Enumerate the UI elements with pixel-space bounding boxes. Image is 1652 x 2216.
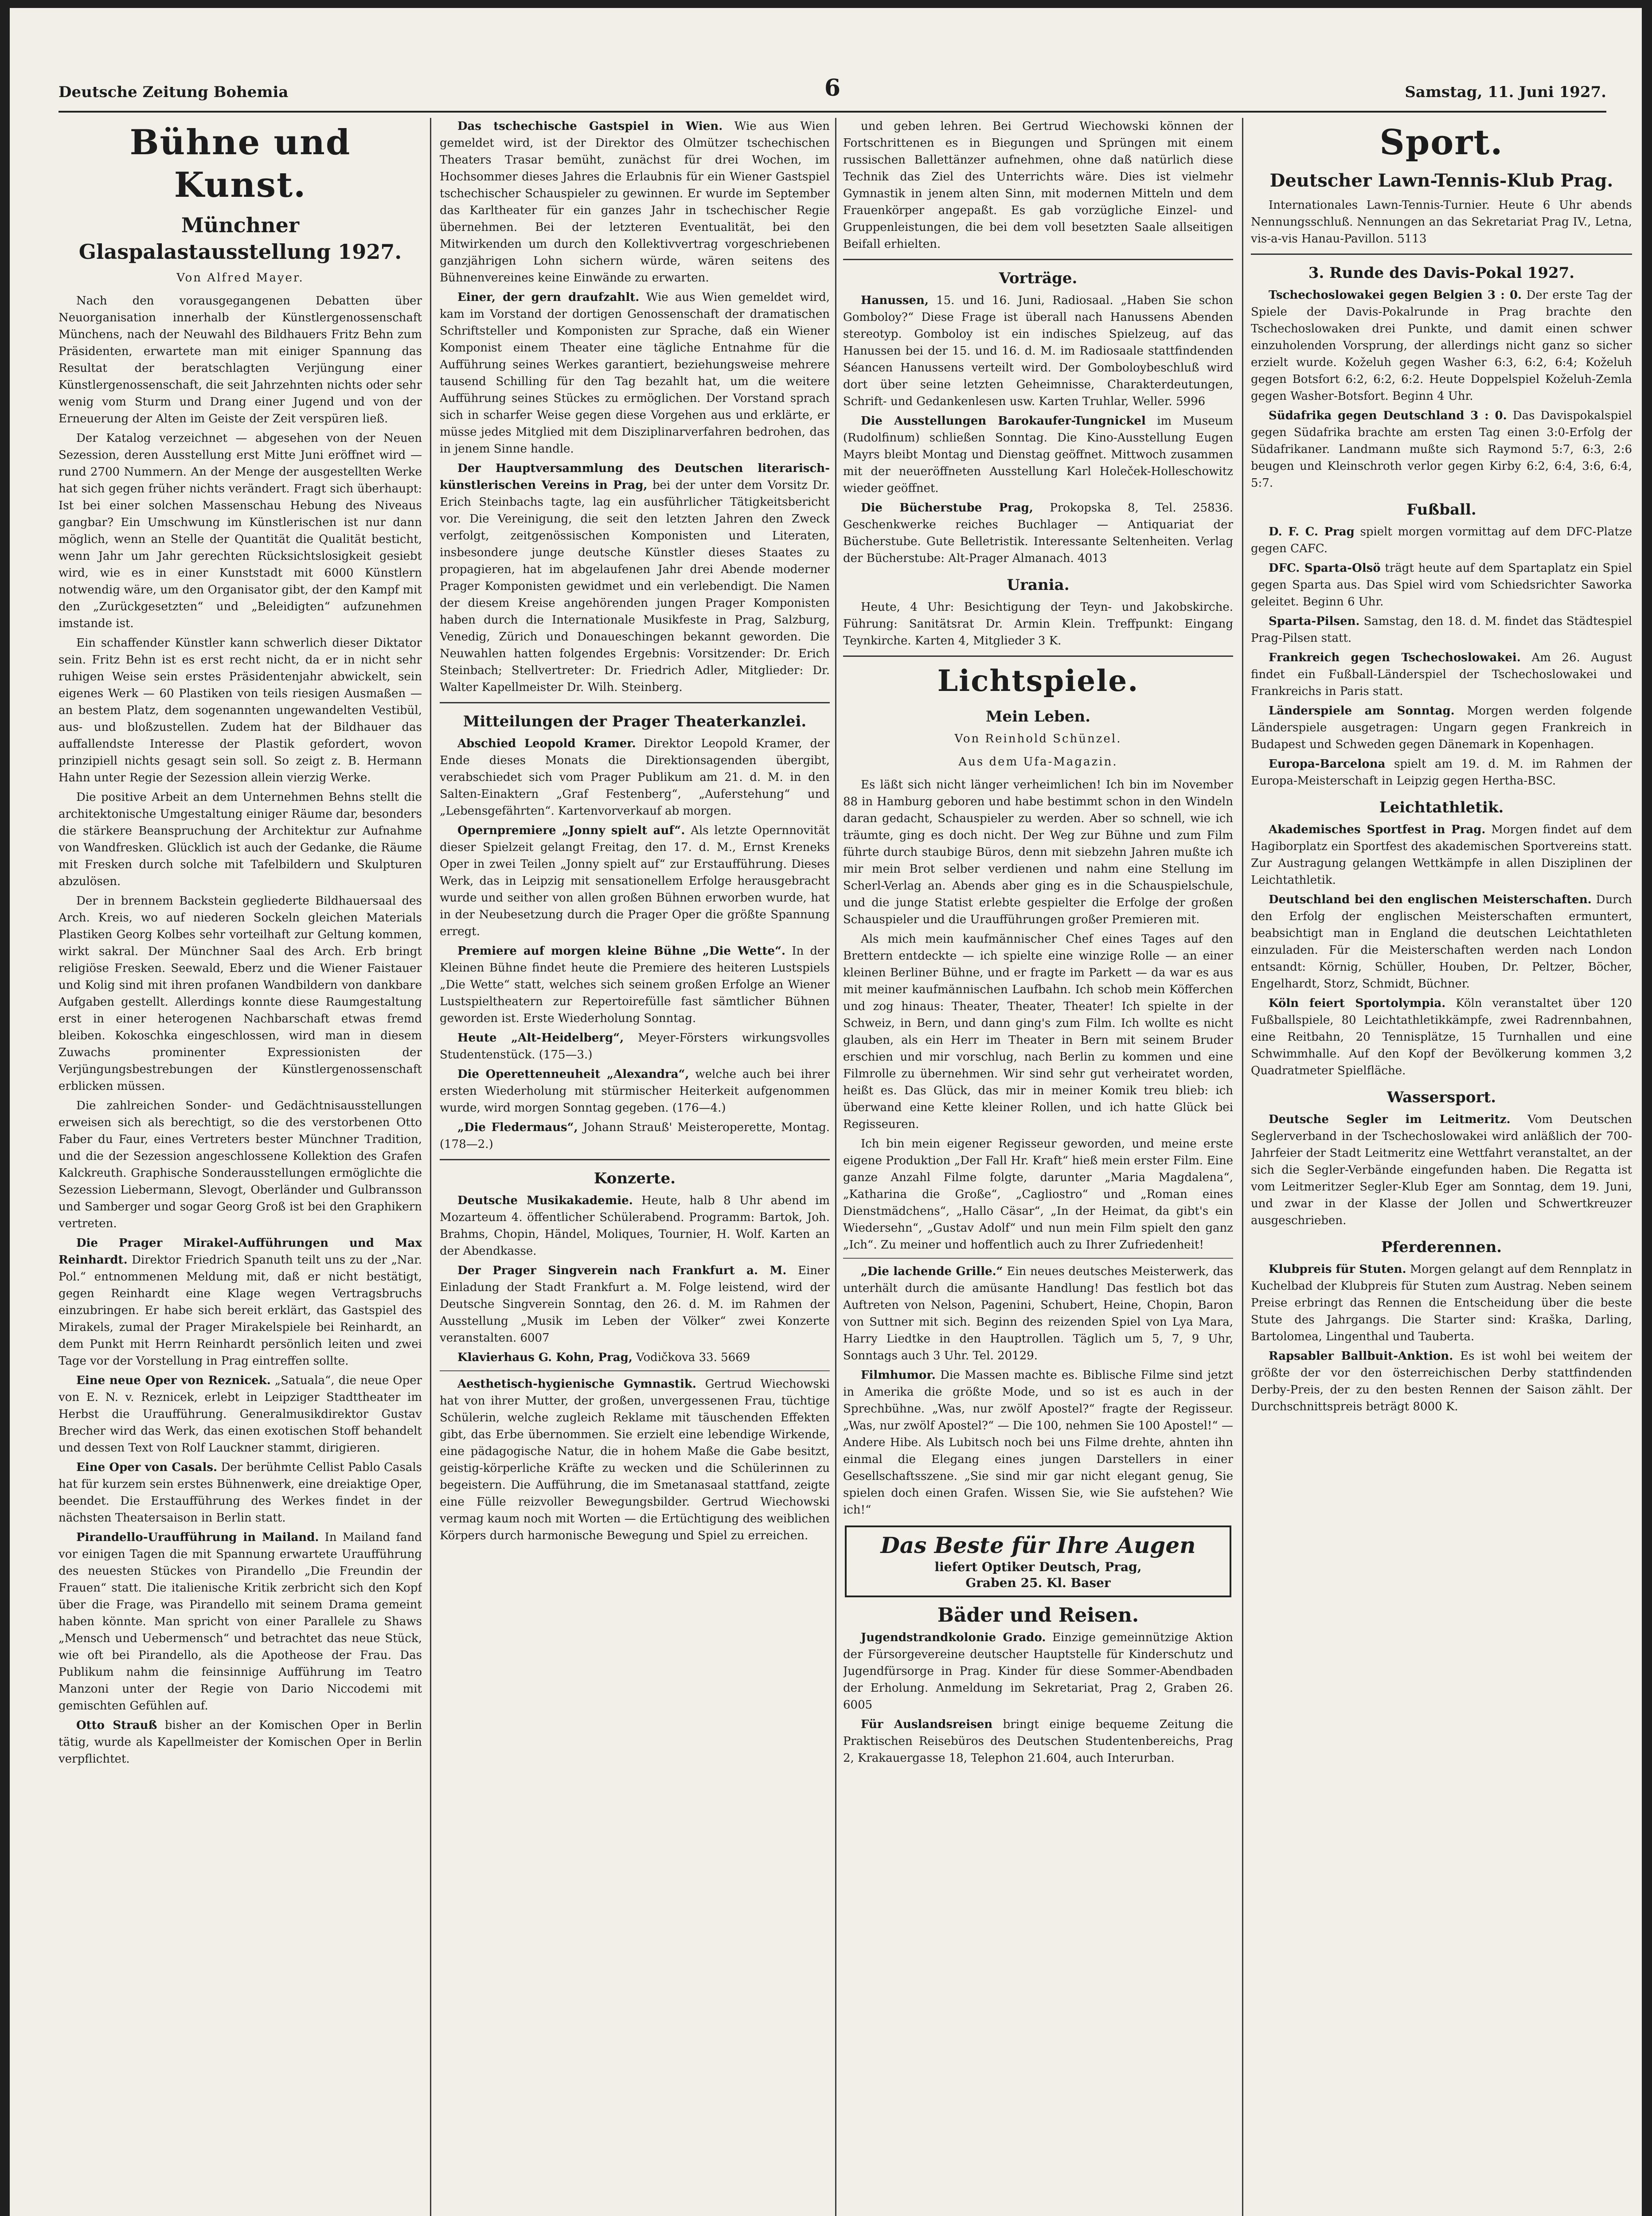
notice	[440, 1192, 830, 1260]
section-rule	[440, 702, 830, 703]
notice-head: Der Hauptversammlung des Deutschen literarisch-künstlerischen Vereins in Prag,	[440, 462, 830, 492]
notice-text: Morgen findet auf dem Hagiborplatz ein Sportfest des akademischen Sportvereins statt. Zur Austragung gelangen Wettkämpfe in allen Disziplinen der Leichtathletik.	[1251, 823, 1632, 887]
notice-head: Pirandello-Uraufführung in Mailand.	[76, 1531, 319, 1544]
notice-text: Köln veranstaltet über 120 Fußballspiele, 80 Leichtathletikkämpfe, zwei Radrennbahnen, eine Reitbahn, 20 Tennisplätze, 15 Turnhallen und eine Schwimmhalle. Auf den Kopf der Bevölkerung kommen 3,2 Quadratmeter Spielfläche.	[1251, 997, 1632, 1077]
notice	[1251, 995, 1632, 1079]
column-divider	[430, 118, 431, 2216]
column-sport	[1251, 118, 1632, 2216]
notice	[1251, 613, 1632, 647]
article-paragraph: Der Katalog verzeichnet — abgesehen von der Neuen Sezession, deren Ausstellung erst Mitte Juni eröffnet wird — rund 2700 Nummern. An der Menge der ausgestellten Werke hat sich gegen früher nichts verändert. Fragt sich überhaupt: Ist bei einer solchen Massenschau Hebung des Niveaus gangbar? Ein Umschwung im Künstlerischen ist nur dann möglich, wenn an Stelle der Quantität die Qualität besticht, wenn Jahr um Jahr gerechten Rücksichtslosigkeit gesiebt wird, wie es in einer Kunststadt mit 6000 Künstlern notwendig wäre, um den Organisator gibt, der den Kampf mit den „Zurückgesetzten“ und „Beleidigten“ aufzunehmen imstande ist.	[59, 432, 422, 630]
notice	[843, 1629, 1233, 1713]
notice-text: Meyer-Försters wirkungsvolles Studentenstück. (175—3.)	[440, 1031, 830, 1061]
notice-head: D. F. C. Prag	[1269, 525, 1355, 538]
notice-text: Ein neues deutsches Meisterwerk, das unterhält durch die amüsante Handlung! Das festlich bot das Auftreten von Nelson, Pagenini, Schubert, Heine, Chopin, Baron von Suttner mit sich. Beginn des reizenden Spiel von Lya Mara, Harry Liedtke in den Hauptrollen. Täglich um 5, 7, 9 Uhr, Sonntags auch 3 Uhr. Tel. 20129.	[843, 1265, 1233, 1362]
notice-head: DFC. Sparta-Olsö	[1269, 562, 1381, 575]
club-text: Internationales Lawn-Tennis-Turnier. Heute 6 Uhr abends Nennungsschluß. Nennungen an das Sekretariat Prag IV., Letna, vis-a-vis Hanau-Pavillon. 5113	[1251, 199, 1632, 246]
notice	[1251, 523, 1632, 557]
column-divider	[1242, 118, 1243, 2216]
notice	[440, 943, 830, 1027]
urania-heading: Urania.	[1007, 576, 1070, 594]
urania-text: Heute, 4 Uhr: Besichtigung der Teyn- und Jakobskirche. Führung: Sanitätsrat Dr. Armin Klein. Treffpunkt: Eingang Teynkirche. Karten 4, Mitglieder 3 K.	[843, 601, 1233, 648]
article-paragraph: Als mich mein kaufmännischer Chef eines Tages auf den Brettern entdeckte — ich spielte eine winzige Rolle — an einer kleinen Berliner Bühne, und er fragte im Parkett — da war es aus mit meiner kaufmännischen Laufbahn. Ich schob mein Köfferchen und zog hinaus: Theater, Theater, Theater! Ich spielte in der Schweiz, in Bern, und dann ging's zum Film. Ich wollte es nicht glauben, als ein Herr im Theater in Bern mit seinem Bruder erschien und mir vorschlug, nach Berlin zu kommen und eine Filmrolle zu übernehmen. Wir sind sehr gut verheiratet worden, heißt es. Das Glück, das mir in meiner Komik treu blieb: ich überwand eine Kette kleiner Rollen, und ich hatte Glück bei Regisseuren.	[843, 932, 1233, 1131]
notice	[440, 460, 830, 696]
notice-text: Als letzte Opernnovität dieser Spielzeit gelangt Freitag, den 17. d. M., Ernst Kreneks Oper in zwei Teilen „Jonny spielt auf“ zur Erstaufführung. Dieses Werk, das in Leipzig mit sensationellem Erfolge herausgebracht wurde und seither von allen großen Bühnen erworben wurde, hat in der Neubesetzung durch die Prager Oper die größte Spannung erregt.	[440, 824, 830, 938]
notice-head: Die Bücherstube Prag,	[861, 501, 1033, 515]
notice-text: Wie aus Wien gemeldet wird, ist der Direktor des Olmützer tschechischen Theaters Trasar bemüht, zunächst für drei Wochen, im Hochsommer dieses Jahres die Erlaubnis für ein Wiener Gastspiel tschechischer Schauspieler zu gewinnen. Er wurde im September das Karltheater für ein ganzes Jahr in tschechischer Regie übernehmen. Bei der letzteren Eventualität, bei den Mitwirkenden um durch den Kollektivvertrag vorgeschriebenen ganzjährigen Lohn sichern würde, wären seitens des Bühnenvereines keine Einwände zu erwarten.	[440, 120, 830, 285]
notice-head: Die Prager Mirakel-Aufführungen und Max Reinhardt.	[59, 1237, 422, 1267]
ad-line: liefert Optiker Deutsch, Prag,	[934, 1560, 1142, 1574]
continuation-text: und geben lehren. Bei Gertrud Wiechowski können der Fortschrittenen es in Biegungen und Sprüngen mit einem russischen Ballettänzer aufnehmen, ohne daß natürlich diese Technik das Ziel des Unterrichts wäre. Dies ist vielmehr Gymnastik in jenem alten Sinn, mit modernen Mitteln und dem Frauenkörper angepaßt. Es gab vorzügliche Einzel- und Gruppenleistungen, die bei dem voll besetzten Saale allseitigen Beifall erhielten.	[843, 120, 1233, 251]
fussball-heading: Fußball.	[1406, 501, 1476, 519]
notice-text: Wie aus Wien gemeldet wird, kam im Vorstand der dortigen Genossenschaft der dramatischen Schriftsteller und Komponisten zur Sprache, daß ein Wiener Komponist einem Theater eine tägliche Entnahme für die Aufführung seines Werkes garantiert, beziehungsweise mehrere tausend Schilling für den Tag bezahlt hat, um die weitere Aufführung seines Stückes zu ermöglichen. Der Vorstand sprach sich in scharfer Weise gegen diese Vorgehen aus und erklärte, er müsse jedes Mitglied mit dem Disziplinarverfahren bedrohen, das in jenem Sinne handle.	[440, 291, 830, 456]
notice-text: In Mailand fand vor einigen Tagen die mit Spannung erwartete Uraufführung des neuesten Stückes von Pirandello „Die Freundin der Frauen“ statt. Die italienische Kritik zerbricht sich den Kopf über die Frage, was Pirandello mit seinem Drama gemeint haben könnte. Man spricht von einer Parallele zu Shaws „Mensch und Uebermensch“ und betrachtet das neue Stück, wie oft bei Pirandello, als die Apotheose der Frau. Das Publikum nahm die feinsinnige Aufführung im Teatro Manzoni unter der Regie von Dario Niccodemi mit gemischten Gefühlen auf.	[59, 1531, 422, 1713]
notice	[843, 1367, 1233, 1518]
article-paragraph: Die zahlreichen Sonder- und Gedächtnisausstellungen erweisen sich als berechtigt, so die des verstorbenen Otto Faber du Faur, eines Vertreters bester Münchner Tradition, und die der Sezession angeschlossene Kollektion des Grafen Kalckreuth. Graphische Sonderausstellungen ermöglichte die Sezession Liebermann, Slevogt, Oberländer und Gulbransson und Samberger und sogar Georg Groß ist bei den Graphikern vertreten.	[59, 1099, 422, 1230]
notice-head: Das tschechische Gastspiel in Wien.	[457, 120, 723, 133]
notice	[440, 118, 830, 286]
page-number: 6	[824, 74, 841, 101]
notice-head: Aesthetisch-hygienische Gymnastik.	[457, 1377, 696, 1391]
section-rule	[1251, 254, 1632, 255]
article-paragraph: Ich bin mein eigener Regisseur geworden, und meine erste eigene Produktion „Der Fall Hr. Kraft“ hieß mein erster Film. Eine ganze Anzahl Filme folgte, darunter „Maria Magdalena“, „Katharina die Große“, „Cagliostro“ und „Roman eines Dienstmädchens“, „Hallo Cäsar“, „In der Heimat, da gibt's ein Wiedersehn“, „Gustav Adolf“ und nun mein Film spielt den ganz „Ich“. Zu meiner und hoffentlich auch zu Ihrer Zufriedenheit!	[843, 1137, 1233, 1252]
notice-text: 15. und 16. Juni, Radiosaal. „Haben Sie schon Gomboloy?“ Diese Frage ist überall nach Hanussens Abenden stereotyp. Gomboloy ist ein indisches Spielzeug, auf das Hanussen bei der 15. und 16. d. M. im Radiosaale stattfindenden Séancen Hanussens verteilt wird. Der Gomboloybeschluß wird dort über seine letzten Geheimnisse, Charakterdeutungen, Schrift- und Gedankenlesen usw. Karten Truhlar, Weller. 5996	[843, 294, 1233, 408]
notice-text: „Satuala“, die neue Oper von E. N. v. Reznicek, erlebt in Leipziger Stadttheater im Herbst die Uraufführung. Generalmusikdirektor Gustav Brecher wird das Werk, das einen exotischen Stoff behandelt und dessen Text von Rolf Lauckner stammt, dirigieren.	[59, 1374, 422, 1455]
section-rule	[843, 655, 1233, 657]
article-title: Münchner Glaspalastausstellung 1927.	[78, 213, 402, 264]
notice-head: Europa-Barcelona	[1269, 757, 1386, 771]
notice	[843, 1263, 1233, 1364]
notice	[440, 1066, 830, 1116]
notice-head: Die Ausstellungen Barokaufer-Tungnickel	[861, 414, 1146, 428]
notice-head: Akademisches Sportfest in Prag.	[1269, 823, 1486, 836]
notice-head: Tschechoslowakei gegen Belgien 3 : 0.	[1269, 289, 1522, 302]
lichtspiele-byline: Von Reinhold Schünzel.	[954, 732, 1122, 745]
wassersport-heading: Wassersport.	[1386, 1088, 1496, 1106]
notice-text: Direktor Friedrich Spanuth teilt uns zu der „Nar. Pol.“ entnommenen Meldung mit, daß er nicht bestätigt, gegen Reinhardt eine Klage wegen Vertragsbruchs einzubringen. Er habe sich bereit erklärt, das Gastspiel des Mirakels, zumal der Prager Mirakelspiele bei Reinhardt, an dem Punkt mit Herrn Reinhardt persönlich leiten und zwei Tage vor der Vorstellung in Prag eintreffen sollte.	[59, 1253, 422, 1368]
notice-head: Deutsche Musikakademie.	[457, 1194, 633, 1207]
notice	[59, 1235, 422, 1369]
notice-text: Prokopska 8, Tel. 25836. Geschenkwerke reiches Buchlager — Antiquariat der Bücherstube. Gute Belletristik. Interessante Seltenheiten. Verlag der Bücherstube: Alt-Prager Almanach. 4013	[843, 501, 1233, 565]
running-head	[59, 74, 1606, 110]
notice-text: Am 26. August findet ein Fußball-Länderspiel der Tschechoslowakei und Frankreichs in Paris statt.	[1251, 651, 1632, 698]
notice	[440, 289, 830, 457]
article-paragraph: Ein schaffender Künstler kann schwerlich dieser Diktator sein. Fritz Behn ist es erst recht nicht, da er in nicht sehr ruhigen Weise sein erstes Präsidentenjahr abwickelt, sein eigenes Werk — 60 Plastiken von teils riesigen Ausmaßen — an bestem Platz, dem sogenannten ungewandelten Vestibül, aus- und bloßzustellen. Zudem hat der Bildhauer das auffallendste Interesse der Plastik gefordert, wovon prinzipiell nichts gesagt sein soll. So zeigt z. B. Hermann Hahn unter Regie der Sezession allein vierzig Werke.	[59, 636, 422, 784]
notice-text: bisher an der Komischen Oper in Berlin tätig, wurde als Kapellmeister der Komischen Oper in Berlin verpflichtet.	[59, 1719, 422, 1766]
notice-text: spielt am 19. d. M. im Rahmen der Europa-Meisterschaft in Leipzig gegen Hertha-BSC.	[1251, 757, 1632, 788]
article-paragraph: Der in brennem Backstein gegliederte Bildhauersaal des Arch. Kreis, wo auf niederen Sockeln gleichen Materials Plastiken Georg Kolbes sehr vorteilhaft zur Geltung kommen, wirkt sakral. Der Münchner Saal des Arch. Erb bringt religiöse Fresken. Seewald, Eberz und die Wiener Faistauer und Kolig sind mit ihren profanen Wandbildern von dankbare Aufgaben gestellt. Allerdings konnte diese Raumgestaltung erst in einer heterogenen Nachbarschaft etwas fremd bleiben. Kokoschka eingeschlossen, wird man in diesem Zuwachs prominenter Expressionisten der Verjüngungsbestrebungen der Künstlergenossenschaft erblicken müssen.	[59, 894, 422, 1093]
notice-text: Der erste Tag der Spiele der Davis-Pokalrunde in Prag brachte den Tschechoslowaken drei Punkte, und damit einen schwer einzuholenden Vorsprung, der allerdings nicht ganz so sicher erzielt wurde. Koželuh gegen Washer 6:3, 6:2, 6:4; Koželuh gegen Botsfort 6:2, 6:2, 6:2. Heute Doppelspiel Koželuh-Zemla gegen Washer-Botsfort. Beginn 4 Uhr.	[1251, 289, 1632, 403]
notice	[59, 1459, 422, 1526]
notice-head: Abschied Leopold Kramer.	[457, 737, 636, 750]
notice-text: In der Kleinen Bühne findet heute die Premiere des heiteren Lustspiels „Die Wette“ statt, welches sich seinem großen Erfolge an Wiener Lustspieltheatern zur Repertoirefülle fast sämtlicher Bühnen geworden ist. Erste Wiederholung Sonntag.	[440, 944, 830, 1025]
notice	[843, 1716, 1233, 1767]
notice	[1251, 649, 1632, 700]
article-paragraph: Nach den vorausgegangenen Debatten über Neuorganisation innerhalb der Künstlergenossenschaft Münchens, nach der Neuwahl des Bildhauers Fritz Behn zum Präsidenten, erwartete man mit einiger Spannung das Resultat der beratschlagten Verjüngung einer Künstlergenossenschaft, die seit Jahrzehnten nichts oder sehr wenig vom Sturm und Drang einer Jugend und von der Erneuerung der Alten im Geiste der Zeit verspüren ließ.	[59, 294, 422, 425]
notice	[843, 413, 1233, 497]
theater-heading: Mitteilungen der Prager Theaterkanzlei.	[463, 713, 807, 730]
notice	[843, 499, 1233, 567]
column-vortraege-lichtspiele	[843, 118, 1233, 2216]
section-rule	[440, 1159, 830, 1160]
notice-text: Durch den Erfolg der englischen Meisterschaften ermuntert, beabsichtigt man in England die deutschen Leichtathleten einzuladen. Für die Meisterschaften werden nach London entsandt: Körnig, Schüller, Houben, Dr. Peltzer, Böcher, Engelhardt, Storz, Schmidt, Büchner.	[1251, 893, 1632, 991]
leichtathletik-heading: Leichtathletik.	[1379, 799, 1504, 816]
archive-stamp	[1358, 35, 1589, 70]
notice	[1251, 891, 1632, 992]
section-rule	[440, 1370, 830, 1371]
konzerte-heading: Konzerte.	[594, 1170, 676, 1187]
notice	[440, 1030, 830, 1063]
notice-head: Sparta-Pilsen.	[1269, 615, 1360, 628]
section-title: Bühne und Kunst.	[129, 122, 351, 205]
notice	[1251, 1348, 1632, 1415]
issue-date: Samstag, 11. Juni 1927.	[1405, 83, 1606, 101]
optiker-advertisement	[845, 1525, 1231, 1597]
notice	[440, 822, 830, 940]
notice-text: Einzige gemeinnützige Aktion der Fürsorgevereine deutscher Hauptstelle für Kinderschutz und Jugendfürsorge in Prag. Kinder für diese Sommer-Abendbaden der Erholung. Anmeldung im Sekretariat, Prag 2, Graben 26. 6005	[843, 1631, 1233, 1712]
article-paragraph: Die positive Arbeit an dem Unternehmen Behns stellt die architektonische Umgestaltung einiger Räume dar, besonders die stärkere Beanspruchung der Architektur zur Aufnahme von Wandfresken. Glücklich ist auch der Gedanke, die Räume mit Fresken durch solche mit Tafelbildern und Skulpturen abzulösen.	[59, 791, 422, 888]
notice-head: Der Prager Singverein nach Frankfurt a. M.	[457, 1264, 787, 1277]
notice-head: Eine Oper von Casals.	[76, 1461, 218, 1474]
column-buehne	[59, 118, 422, 2216]
lichtspiele-source: Aus dem Ufa-Magazin.	[958, 755, 1118, 769]
notice	[59, 1717, 422, 1767]
notice-text: Heute, halb 8 Uhr abend im Mozarteum 4. öffentlicher Schülerabend. Programm: Bartok, Joh. Brahms, Chopin, Händel, Moliques, Tournier, H. Wolf. Karten an der Abendkasse.	[440, 1194, 830, 1258]
notice-head: „Die Fledermaus“,	[457, 1121, 578, 1134]
notice-head: Eine neue Oper von Reznicek.	[76, 1374, 271, 1387]
notice	[59, 1372, 422, 1456]
newspaper-page	[10, 8, 1642, 2216]
notice-text: Vom Deutschen Seglerverband in der Tschechoslowakei wird anläßlich der 700-Jahrfeier der Stadt Leitmeritz eine Wettfahrt veranstaltet, an der sich die Segler-Verbände eingefunden haben. Die Regatta ist vom Leitmeritzer Segler-Klub Eger am Sonntag, dem 19. Juni, und zwar in der Klasse der Jollen und Schwertkreuzer ausgeschrieben.	[1251, 1113, 1632, 1227]
notice-head: Einer, der gern draufzahlt.	[457, 291, 640, 304]
notice	[440, 1376, 830, 1544]
newspaper-name: Deutsche Zeitung Bohemia	[59, 83, 289, 101]
notice-text: Der berühmte Cellist Pablo Casals hat für kurzem sein erstes Bühnenwerk, eine dreiaktige Oper, beendet. Die Erstaufführung des Werkes findet in der nächsten Theatersaison in Berlin statt.	[59, 1461, 422, 1525]
notice-head: Frankreich gegen Tschechoslowakei.	[1269, 651, 1521, 664]
notice-head: Länderspiele am Sonntag.	[1269, 704, 1455, 718]
notice	[1251, 702, 1632, 753]
notice-head: Premiere auf morgen kleine Bühne „Die Wette“.	[457, 944, 786, 958]
notice-head: Rapsabler Ballbuit-Anktion.	[1269, 1350, 1453, 1363]
notice-head: Deutsche Segler im Leitmeritz.	[1269, 1113, 1511, 1126]
notice-head: Für Auslandsreisen	[861, 1718, 993, 1731]
section-title: Sport.	[1379, 122, 1504, 163]
pferderennen-heading: Pferderennen.	[1381, 1238, 1502, 1256]
notice	[440, 1349, 830, 1366]
notice	[1251, 821, 1632, 889]
notice-text: Morgen werden folgende Länderspiele ausgetragen: Ungarn gegen Frankreich in Budapest und Schweden gegen Dänemark in Kopenhagen.	[1251, 704, 1632, 751]
notice-text: Johann Strauß' Meisteroperette, Montag. (178—2.)	[440, 1121, 830, 1151]
notice-head: Otto Strauß	[76, 1719, 157, 1732]
notice-text: Gertrud Wiechowski hat von ihrer Mutter, der großen, unvergessenen Frau, tüchtige Schülerin, welche zugleich Reklame mit täuschenden Effekten gibt, das Erbe übernommen. Sie erzielt eine lebendige Wirkende, eine pädagogische Natur, die in hohem Maße die Gabe besitzt, geistig-körperliche Kräfte zu wecken und die Schülerinnen zu begeistern. Die Aufführung, die im Smetanasaal stattfand, zeigte eine Fülle reizvoller Bewegungsbilder. Gertrud Wiechowski vermag kaum noch mit Worten — die Ertüchtigung des weiblichen Körpers durch harmonische Bewegung und Spiel zu erreichen.	[440, 1377, 830, 1542]
article-paragraph: Es läßt sich nicht länger verheimlichen! Ich bin im November 88 in Hamburg geboren und habe bestimmt schon in den Windeln daran gedacht, Schauspieler zu werden. Aber so schnell, wie ich träumte, ging es doch nicht. Der Weg zur Bühne und zum Film führte durch staubige Büros, denn mit siebzehn Jahren mußte ich mir mein Brot selber verdienen und nahm eine Stellung im Scherl-Verlag an. Abends aber ging es in die Schauspielschule, und die junge Statist erlebte gespielter die Erfolge der großen Schauspieler und die Uraufführungen großer Premieren mit.	[843, 778, 1233, 926]
header-rule	[59, 111, 1606, 113]
notice-text: Morgen gelangt auf dem Rennplatz in Kuchelbad der Klubpreis für Stuten zum Austrag. Neben seinem Preise erbringt das Rennen die Entscheidung über die beste Stute des Jahrgangs. Die Starter sind: Kraška, Darling, Bartolomea, Lingenthal und Tauberta.	[1251, 1263, 1632, 1343]
article-byline: Von Alfred Mayer.	[176, 271, 304, 285]
notice	[440, 735, 830, 819]
notice	[1251, 407, 1632, 492]
baeder-heading: Bäder und Reisen.	[937, 1604, 1139, 1627]
notice-head: „Die lachende Grille.“	[861, 1265, 1003, 1278]
notice	[440, 1262, 830, 1346]
notice	[1251, 1111, 1632, 1229]
section-rule	[843, 259, 1233, 260]
lichtspiele-heading: Lichtspiele.	[937, 663, 1139, 698]
davis-heading: 3. Runde des Davis-Pokal 1927.	[1308, 264, 1575, 282]
notice-text: trägt heute auf dem Spartaplatz ein Spiel gegen Sparta aus. Das Spiel wird vom Schiedsrichter Saworka geleitet. Beginn 6 Uhr.	[1251, 562, 1632, 609]
notice-head: Filmhumor.	[861, 1369, 936, 1382]
notice-head: Köln feiert Sportolympia.	[1269, 997, 1446, 1010]
club-heading: Deutscher Lawn-Tennis-Klub Prag.	[1269, 170, 1613, 191]
lichtspiele-subheading: Mein Leben.	[985, 708, 1091, 726]
notice-text: Direktor Leopold Kramer, der Ende dieses Monats die Direktionsagenden übergibt, verabschiedet sich vom Prager Publikum am 21. d. M. in den Salten-Einaktern „Graf Festenberg“, „Auferstehung“ und „Lebensgefährten“. Kartenvorverkauf ab morgen.	[440, 737, 830, 818]
ad-headline: Das Beste für Ihre Augen	[880, 1532, 1196, 1558]
notice	[440, 1119, 830, 1153]
notice-text: im Museum (Rudolfinum) schließen Sonntag. Die Kino-Ausstellung Eugen Mayrs bleibt Montag und Dienstag geöffnet. Mittwoch zusammen mit der neueröffneten Ausstellung Karl Holeček-Holleschowitz wieder geöffnet.	[843, 414, 1233, 495]
notice-text: Vodičkova 33. 5669	[636, 1351, 750, 1364]
notice	[843, 292, 1233, 410]
vortraege-heading: Vorträge.	[999, 269, 1078, 287]
notice-head: Heute „Alt-Heidelberg“,	[457, 1031, 624, 1045]
notice-head: Jugendstrandkolonie Grado.	[861, 1631, 1046, 1644]
notice	[1251, 287, 1632, 405]
notice-text: Es ist wohl bei weitem der größte der vor den österreichischen Derby stattfindenden Derby-Preis, der zu den besten Rennen der Saison zählt. Der Durchschnittspreis beträgt 8000 K.	[1251, 1350, 1632, 1413]
notice-head: Opernpremiere „Jonny spielt auf“.	[457, 824, 685, 837]
notice-text: bei der unter dem Vorsitz Dr. Erich Steinbachs tagte, lag ein ausführlicher Tätigkeitsbericht vor. Die Vereinigung, die seit den letzten Jahren den Zweck verfolgt, zeitgenössischen Komponisten und Literaten, insbesondere junge deutsche Künstler dieses Staates zu propagieren, hat im abgelaufenen Jahr drei Abende moderner Prager Komponisten gewidmet und ein verlebendigt. Die Namen der diesem Kreise angehörenden jungen Prager Komponisten haben durch die Internationale Musikfeste in Prag, Salzburg, Venedig, Zürich und Donaueschingen bekannt geworden. Die Neuwahlen hatten folgendes Ergebnis: Vorsitzender: Dr. Erich Steinbach; Stellvertreter: Dr. Friedrich Adler, Mitglieder: Dr. Walter Kapellmeister Dr. Wilh. Steinberg.	[440, 479, 830, 694]
column-divider	[835, 118, 836, 2216]
notice-text: spielt morgen vormittag auf dem DFC-Platze gegen CAFC.	[1251, 525, 1632, 555]
notice-head: Deutschland bei den englischen Meisterschaften.	[1269, 893, 1592, 906]
notice	[1251, 560, 1632, 610]
notice-text: Das Davispokalspiel gegen Südafrika brachte am ersten Tag einen 3:0-Erfolg der Südafrikaner. Landmann mußte sich Raymond 5:7, 6:3, 2:6 beugen und Kleinschroth verlor gegen Kirby 6:2, 6:4, 3:6, 6:4, 5:7.	[1251, 409, 1632, 490]
notice-text: bringt einige bequeme Zeitung die Praktischen Reisebüros des Deutschen Studentenbereichs, Prag 2, Krakauergasse 18, Telephon 21.604, auch Interurban.	[843, 1718, 1233, 1765]
notice-head: Die Operettenneuheit „Alexandra“,	[457, 1068, 689, 1081]
section-rule	[843, 1258, 1233, 1259]
notice-text: welche auch bei ihrer ersten Wiederholung mit stürmischer Heiterkeit aufgenommen wurde, wird morgen Sonntag gegeben. (176—4.)	[440, 1068, 830, 1115]
column-theater	[440, 118, 830, 2216]
notice-head: Hanussen,	[861, 294, 929, 307]
ad-address: Graben 25. Kl. Baser	[965, 1576, 1111, 1590]
notice-text: Samstag, den 18. d. M. findet das Städtespiel Prag-Pilsen statt.	[1251, 615, 1632, 645]
notice-head: Klubpreis für Stuten.	[1269, 1263, 1406, 1276]
notice-text: Einer Einladung der Stadt Frankfurt a. M. Folge leistend, wird der Deutsche Singverein Sonntag, den 26. d. M. im Rahmen der Ausstellung „Musik im Leben der Völker“ zwei Konzerte veranstalten. 6007	[440, 1264, 830, 1345]
notice	[1251, 756, 1632, 789]
notice	[1251, 1261, 1632, 1345]
notice	[59, 1529, 422, 1714]
notice-head: Klavierhaus G. Kohn, Prag,	[457, 1351, 633, 1364]
notice-head: Südafrika gegen Deutschland 3 : 0.	[1269, 409, 1507, 422]
notice-text: Die Massen machte es. Biblische Filme sind jetzt in Amerika die größte Mode, und so ist es auch in der Sprechbühne. „Was, nur zwölf Apostel?“ fragte der Regisseur. „Was, nur zwölf Apostel?“ — Die 100, nehmen Sie 100 Apostel!“ — Andere Hibe. Als Lubitsch noch bei uns Filme drehte, ahnten ihn einmal die Elegang eines jungen Darstellers in einer Gesellschaftsszene. „Sie sind mir gar nicht elegant genug, Sie spielen doch einen Grafen. Wissen Sie, wie Sie aufstehen? Wie ich!“	[843, 1369, 1233, 1517]
